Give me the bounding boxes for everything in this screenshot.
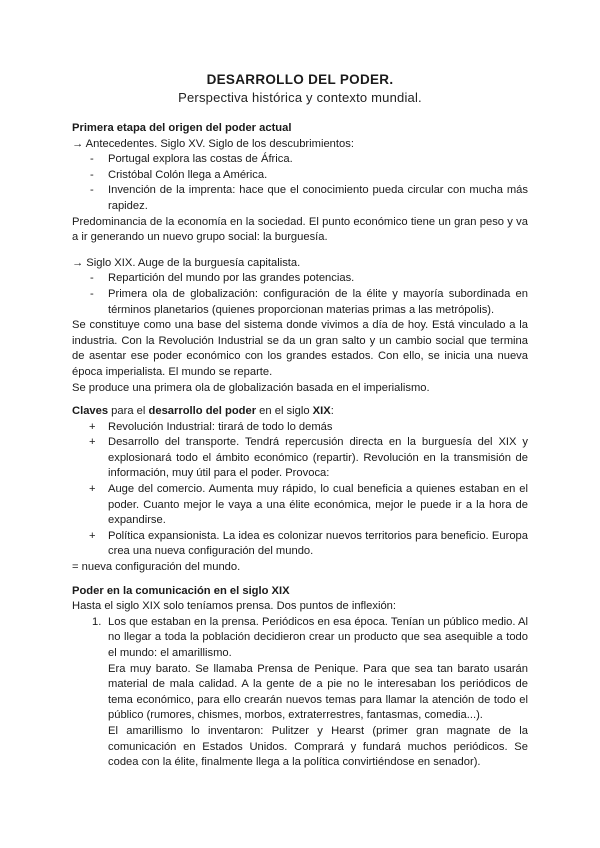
plus-marker: + xyxy=(89,483,96,496)
paragraph-sistema: Se constituye como una base del sistema donde vivimos a día de hoy. Está vinculado a la industria. Con la Revolución Industrial se da un gran salto y un cambio social que termina de asentar ese poder económico con los grandes estados. Con ello, se inicia una nueva época imperialista. El mundo se reparte. xyxy=(72,319,528,378)
section-heading-primera-etapa: Primera etapa del origen del poder actual xyxy=(72,122,292,134)
claves-list xyxy=(72,420,528,560)
plus-marker: + xyxy=(89,436,96,449)
list-item: - Invención de la imprenta: hace que el conocimiento pueda circular con mucha más rapidez. xyxy=(90,184,528,212)
antecedentes-line: → Antecedentes. Siglo XV. Siglo de los descubrimientos: xyxy=(72,137,354,150)
paragraph-globalizacion: Se produce una primera ola de globalización basada en el imperialismo. xyxy=(72,381,430,394)
section-heading-claves: Claves para el desarrollo del poder en el siglo XIX: xyxy=(72,405,334,418)
page-title: DESARROLLO DEL PODER. xyxy=(206,72,394,87)
list-item: + Desarrollo del transporte. Tendrá repercusión directa en la burguesía del XIX y explosionará todo el ámbito económico (repartir). Revolución en la transmisión de información, muy útil para el poder. Provoca: xyxy=(89,436,528,480)
dash-marker: - xyxy=(90,272,94,285)
prensa-intro: Hasta el siglo XIX solo teníamos prensa. Dos puntos de inflexión: xyxy=(72,600,396,613)
siglo-xix-list xyxy=(72,271,528,318)
list-item: + Política expansionista. La idea es colonizar nuevos territorios para beneficio. Europa crea una nueva configuración del mundo. xyxy=(89,529,528,558)
paragraph-economia: Predominancia de la economía en la sociedad. El punto económico tiene un gran peso y va a ir generando un nuevo grupo social: la burguesía. xyxy=(72,215,528,244)
section-heading-comunicacion: Poder en la comunicación en el siglo XIX xyxy=(72,584,290,597)
descubrimientos-list xyxy=(72,152,528,214)
list-item: - Cristóbal Colón llega a América. xyxy=(72,168,528,184)
list-item: 1. Los que estaban en la prensa. Periódicos en esa época. Tenían un público medio. Al no llegar a toda la población decidieron crear un producto que sea asequible a todo el mundo: el amarillismo. Era muy barato. Se llamaba Prensa de Penique. Para que sea tan barato usarán material de mala calidad. A la gente de a pie no le interesaban los periódicos de tema económico, para ello crearán nuevos temas para llamar la atención de todo el público (rumores, chismes, morbos, extraterrestres, fantasmas, comedia...). El amarillismo lo inventaron: Pulitzer y Hearst (primer gran magnate de la comunicación en Estados Unidos. Comprará y fundará muchos periódicos. Se codea con la élite, finalmente llega a la política convirtiéndose en senador). xyxy=(92,615,528,769)
siglo-xix-line: → Siglo XIX. Auge de la burguesía capitalista. xyxy=(72,256,301,269)
dash-marker: - xyxy=(90,184,94,197)
plus-marker: + xyxy=(89,420,96,433)
list-item: - Repartición del mundo por las grandes potencias. xyxy=(72,271,528,287)
page-subtitle: Perspectiva histórica y contexto mundial. xyxy=(178,90,422,105)
dash-marker: - xyxy=(90,153,94,166)
plus-marker: + xyxy=(89,529,96,542)
closing-line: = nueva configuración del mundo. xyxy=(72,561,241,574)
inflexion-list xyxy=(72,615,528,771)
dash-marker: - xyxy=(90,168,94,181)
document-body xyxy=(72,121,528,771)
list-item: - Primera ola de globalización: configuración de la élite y mayoría subordinada en términos planetarios (quienes proporcionan materias primas a las metrópolis). xyxy=(90,287,528,316)
list-item: + Auge del comercio. Aumenta muy rápido, lo cual beneficia a quienes estaban en el poder. Cuanto mejor le vaya a una élite económica, mejor le puede ir a la hora de expandirse. xyxy=(89,483,528,527)
list-item: + Revolución Industrial: tirará de todo lo demás xyxy=(72,420,528,436)
number-marker: 1. xyxy=(92,615,102,628)
dash-marker: - xyxy=(90,287,94,300)
list-item: - Portugal explora las costas de África. xyxy=(72,152,528,168)
